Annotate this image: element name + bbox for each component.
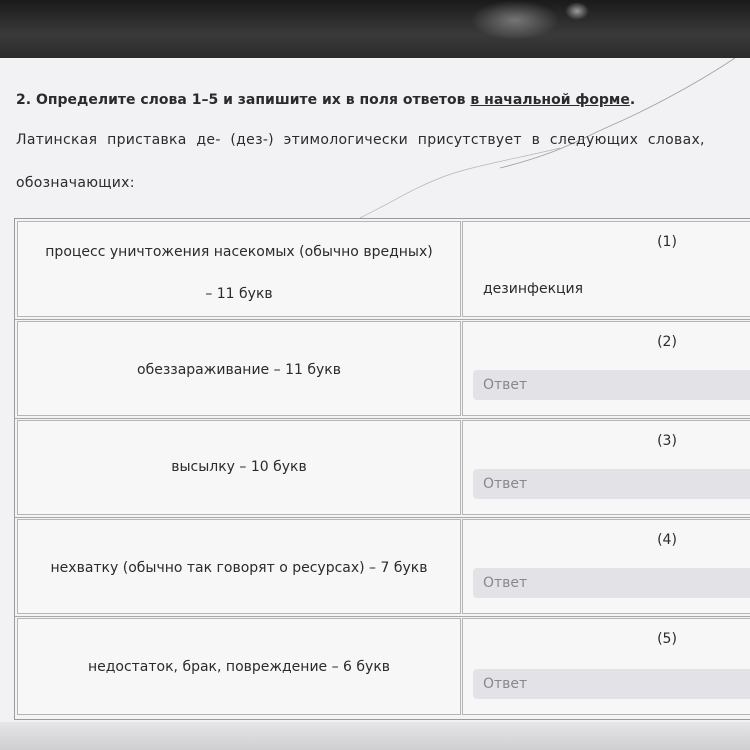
monitor-bezel — [0, 0, 750, 58]
question-title — [16, 92, 635, 108]
description-line-2: обозначающих: — [16, 175, 135, 191]
answer-input[interactable]: Ответ — [473, 568, 750, 598]
clue-text: недостаток, брак, повреждение – 6 букв — [87, 659, 391, 675]
table-row — [15, 418, 750, 518]
description-line-1: Латинская приставка де- (дез-) этимологически присутствует в следующих словах, — [16, 132, 705, 148]
clue-text: обеззараживание – 11 букв — [137, 362, 341, 378]
light-glare — [470, 0, 560, 40]
screen — [0, 58, 750, 750]
table-row — [15, 319, 750, 419]
question-text: Определите слова 1–5 и запишите их в поля ответов — [35, 92, 466, 108]
answer-input[interactable]: Ответ — [473, 370, 750, 400]
clue-cell — [17, 321, 461, 416]
answer-cell — [462, 321, 750, 416]
clue-text: нехватку (обычно так говорят о ресурсах) – 7 букв — [50, 560, 428, 576]
clue-text-line2: – 11 букв — [205, 286, 273, 302]
answer-table — [14, 218, 750, 720]
answer-cell — [462, 618, 750, 715]
question-end: . — [629, 92, 636, 108]
question-number: 2. — [16, 92, 32, 108]
clue-cell — [17, 519, 461, 614]
answer-input[interactable]: Ответ — [473, 469, 750, 499]
clue-cell — [17, 221, 461, 317]
clue-cell — [17, 420, 461, 515]
table-row — [15, 517, 750, 617]
answer-number: (1) — [657, 234, 677, 250]
answer-number: (4) — [657, 532, 677, 548]
screen-bottom-edge — [0, 722, 750, 750]
light-glare-small — [565, 2, 589, 20]
answer-cell — [462, 221, 750, 317]
answer-input[interactable]: Ответ — [473, 669, 750, 699]
table-row — [15, 219, 750, 320]
answer-number: (3) — [657, 433, 677, 449]
question-underlined: в начальной форме — [470, 92, 630, 108]
answer-number: (5) — [657, 631, 677, 647]
answer-number: (2) — [657, 334, 677, 350]
table-row — [15, 616, 750, 717]
clue-cell — [17, 618, 461, 715]
answer-cell — [462, 519, 750, 614]
clue-text: высылку – 10 букв — [171, 459, 307, 475]
answer-input[interactable]: дезинфекция — [473, 274, 750, 304]
answer-cell — [462, 420, 750, 515]
clue-text: процесс уничтожения насекомых (обычно вредных) — [45, 244, 433, 260]
